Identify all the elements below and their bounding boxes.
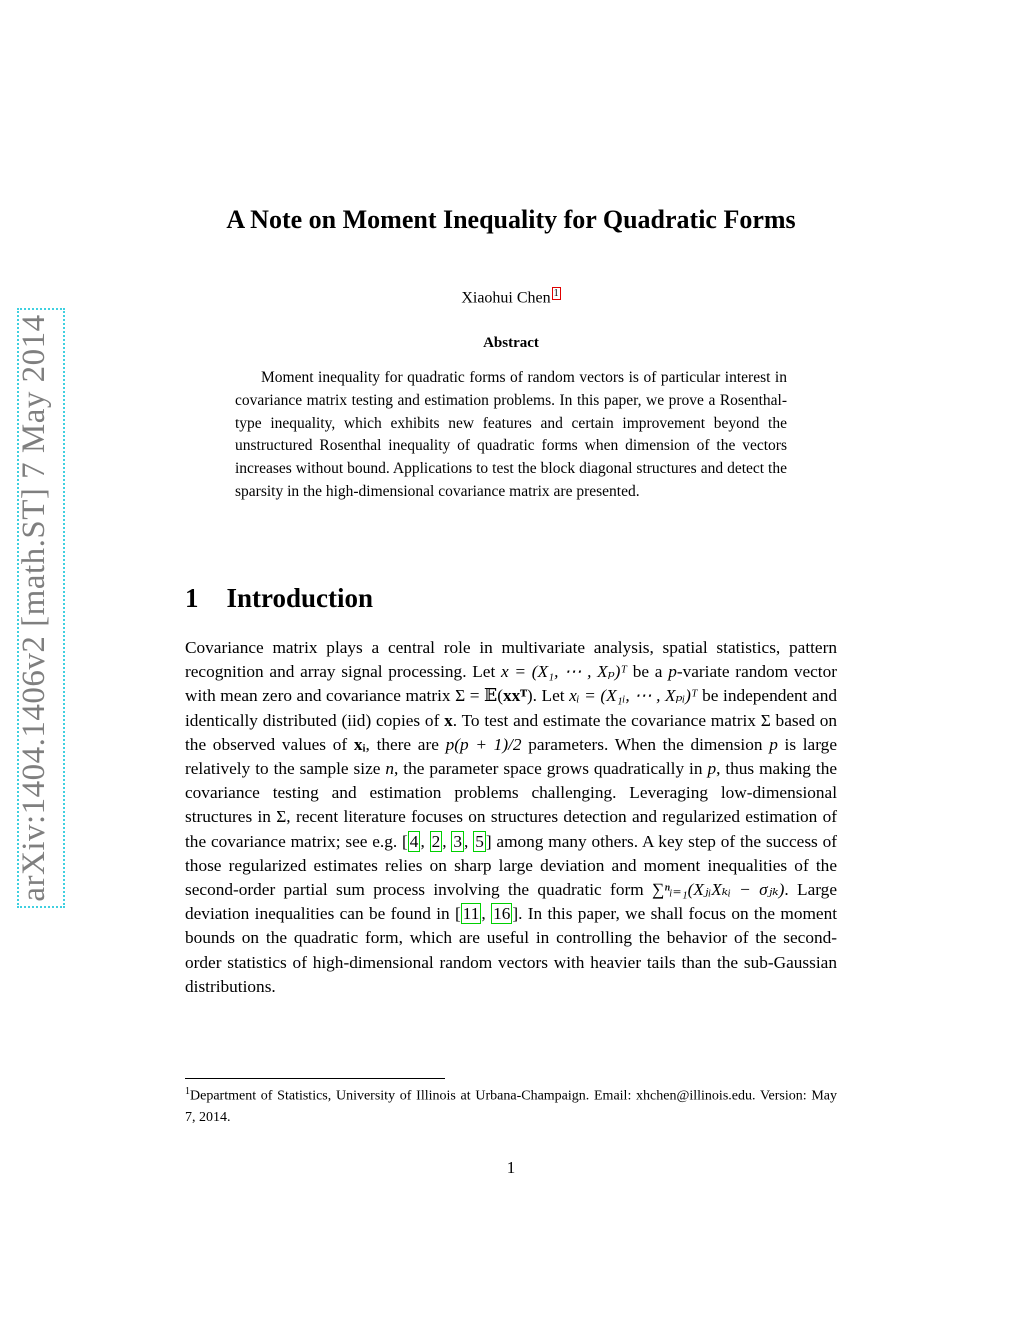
paper-title: A Note on Moment Inequality for Quadratic Forms [226,205,796,234]
section-title: Introduction [226,583,374,613]
citation-link[interactable]: 4 [409,831,419,851]
author-footnote-link[interactable]: 1 [553,288,559,299]
citation-link[interactable]: 2 [431,831,441,851]
quadratic-sum-expression: ∑ⁿᵢ₌₁(XⱼᵢXₖᵢ − σⱼₖ) [652,880,785,900]
footnote-text: Department of Statistics, University of Illinois at Urbana-Champaign. Email: xhchen@illinois.edu. Version: May 7, 2014. [185,1088,837,1125]
arxiv-id-stamp: arXiv:1404.1406v2 [math.ST] 7 May 2014 [16,314,52,902]
abstract-text: Moment inequality for quadratic forms of random vectors is of particular interest in covariance matrix testing and estimation problems. In this paper, we prove a Rosenthal-type inequality, which exhibits new features and certain improvement beyond the unstructured Rosenthal inequality of quadratic forms when dimension of the vectors increases without bound. Applications to test the block diagonal structures and detect the sparsity in the high-dimensional covariance matrix are presented. [235,369,787,500]
citation-link[interactable]: 16 [493,904,511,924]
intro-paragraph: Covariance matrix plays a central role in multivariate analysis, spatial statistics, pattern recognition and array signal processing. Let x = (X₁, ⋯ , Xₚ)ᵀ be a p-variate random vector with mean zero and covariance matrix Σ = 𝔼(xxᵀ). Let xᵢ = (X₁ᵢ, ⋯ , Xₚᵢ)ᵀ be independent and identically distributed (iid) copies of x. To test and estimate the covariance matrix Σ based on the observed values of xᵢ, there are p(p + 1)/2 parameters. When the dimension p is large relatively to the sample size n, the parameter space grows quadratically in p, thus making the covariance testing and estimation problems challenging. Leveraging low-dimensional structures in Σ, recent literature focuses on structures detection and regularized estimation of the covariance matrix; see e.g. [ 4 , 2 , 3 , 5 ] among many others. A key step of the success of those regularized estimates relies on sharp large deviation and moment inequalities of the second-order partial sum process involving the quadratic form ∑ⁿᵢ₌₁(XⱼᵢXₖᵢ − σⱼₖ). Large deviation inequalities can be found in [ 11 , 16 ]. In this paper, we shall focus on the moment bounds on the quadratic form, which are useful in controlling the behavior of the second-order statistics of high-dimensional random vectors with heavier tails than the sub-Gaussian distributions. [185,638,838,996]
citation-link[interactable]: 3 [453,831,463,851]
footnote-mark: 1 [185,1086,190,1097]
section-number: 1 [185,583,199,613]
x-definition: x = (X₁, ⋯ , Xₚ)ᵀ [500,662,628,682]
footnote [185,1081,837,1128]
footnote-divider [185,1078,445,1079]
author-line [185,287,837,307]
parameter-count: p(p + 1)/2 [445,734,522,754]
abstract-heading: Abstract [483,335,539,351]
author-name: Xiaohui Chen [461,289,551,307]
section-heading [185,583,373,614]
citation-link[interactable]: 11 [462,904,480,924]
citation-link[interactable]: 5 [475,831,484,851]
xi-definition: xᵢ = (X₁ᵢ, ⋯ , Xₚᵢ)ᵀ [569,686,698,706]
page-number: 1 [506,1158,516,1177]
